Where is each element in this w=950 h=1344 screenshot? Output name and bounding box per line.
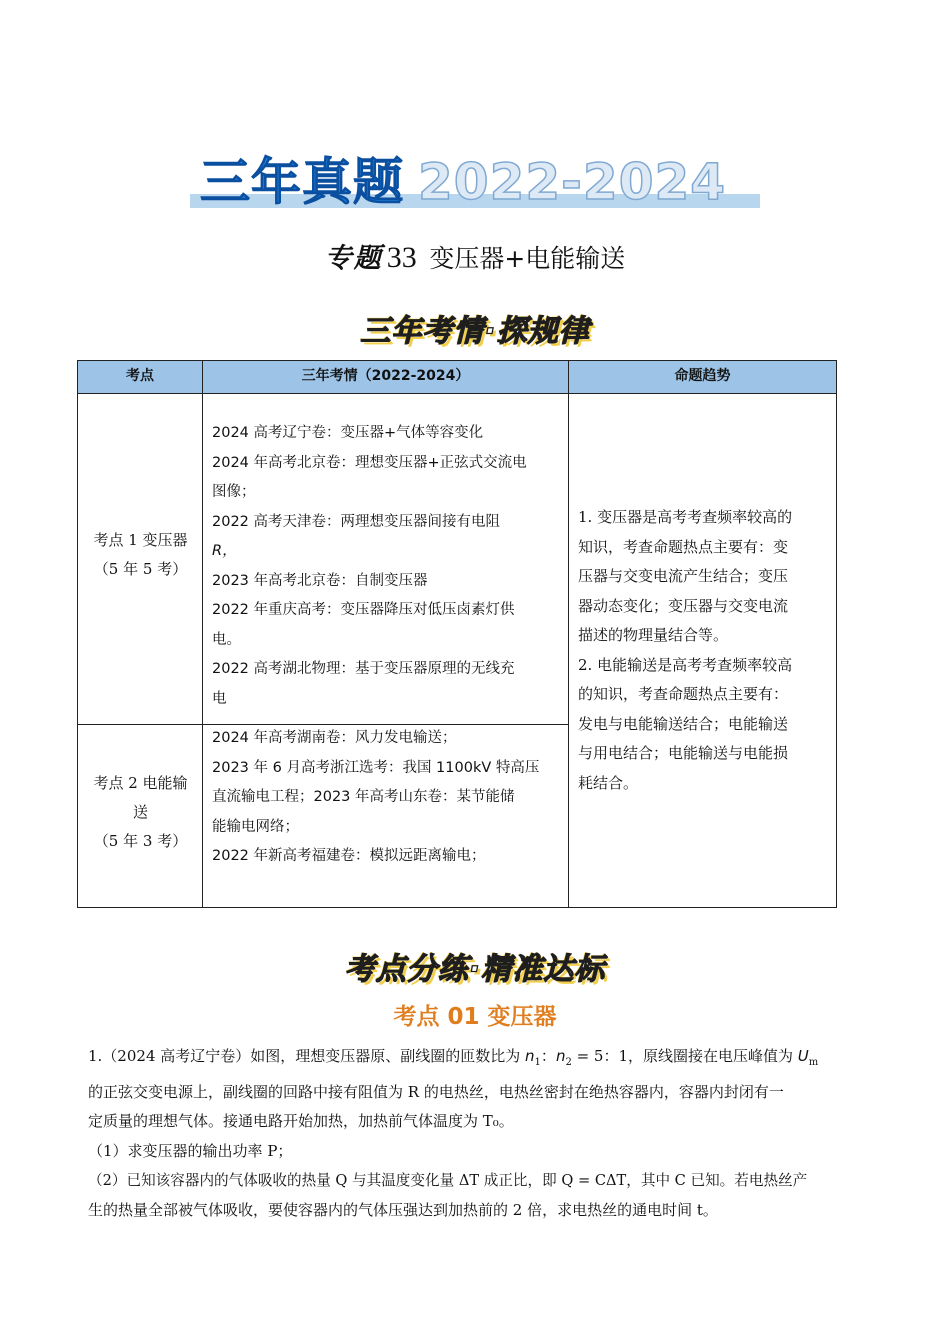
banner-part1: 三年真题 <box>200 153 404 211</box>
question-1 <box>88 1042 868 1225</box>
row1-line: 2024 年高考北京卷：理想变压器+正弦式交流电 <box>212 454 527 471</box>
trend-line: 发电与电能输送结合；电能输送 <box>578 714 789 733</box>
header-kaoqing: 三年考情（2022-2024） <box>301 368 470 384</box>
row2-exams <box>212 724 564 872</box>
question-line: 定质量的理想气体。接通电路开始加热，加热前气体温度为 T₀。 <box>88 1112 514 1130</box>
row2-point-line1: 考点 2 电能输 <box>93 774 188 792</box>
trend-line: 压器与交变电流产生结合；变压 <box>578 567 789 585</box>
row1-point-line2: （5 年 5 考） <box>93 560 188 578</box>
trend-line: 1. 变压器是高考考查频率较高的 <box>578 508 793 526</box>
subject-label: 专题 <box>324 243 383 274</box>
row2-point <box>78 769 203 856</box>
sub-m: m <box>808 1057 819 1068</box>
row1-line: 2022 高考湖北物理：基于变压器原理的无线充 <box>212 661 515 677</box>
row1-point-line1: 考点 1 变压器 <box>93 531 188 549</box>
trend-line: 知识，考查命题热点主要有：变 <box>578 537 789 556</box>
row1-line: 2023 年高考北京卷：自制变压器 <box>212 572 428 589</box>
header-kaodian: 考点 <box>126 368 154 384</box>
trend-line: 与用电结合；电能输送与电能损 <box>578 744 789 762</box>
row2-line: 2024 年高考湖南卷：风力发电输送； <box>212 730 457 746</box>
var-n1: n <box>525 1047 535 1065</box>
question-text: ： <box>540 1047 556 1065</box>
row1-point <box>78 526 203 584</box>
row1-line: 电 <box>212 690 227 707</box>
row1-exams <box>212 419 564 714</box>
trend-line: 器动态变化；变压器与交变电流 <box>578 596 789 615</box>
question-text: = 5：1，原线圈接在电压峰值为 <box>571 1047 798 1065</box>
section-title: 考点 01 变压器 <box>393 1004 557 1030</box>
trend-line: 2. 电能输送是高考考查频率较高 <box>578 655 793 674</box>
row2-line: 能输电网络； <box>212 818 299 835</box>
trend-line: 耗结合。 <box>578 773 639 792</box>
question-line <box>88 1042 868 1078</box>
subject-title: 变压器+电能输送 <box>429 244 626 273</box>
row2-point-line3: （5 年 3 考） <box>93 832 188 850</box>
header-trend: 命题趋势 <box>674 368 731 384</box>
exam-analysis-table <box>77 360 837 908</box>
row2-line: 直流输电工程；2023 年高考山东卷：某节能储 <box>212 789 515 805</box>
row1-line: 2022 年重庆高考：变压器降压对低压卤素灯供 <box>212 602 515 618</box>
title-banner <box>190 148 760 211</box>
question-text: 1.（2024 高考辽宁卷）如图，理想变压器原、副线圈的匝数比为 <box>88 1047 526 1065</box>
subject-number: 33 <box>386 241 417 274</box>
trend-line: 描述的物理量结合等。 <box>578 626 729 644</box>
question-line: 生的热量全部被气体吸收，要使容器内的气体压强达到加热前的 2 倍，求电热丝的通电时间 t。 <box>88 1200 718 1219</box>
sub-1: 1 <box>534 1057 541 1068</box>
row2-point-line2: 送 <box>132 803 148 821</box>
row1-line: 图像； <box>212 484 256 500</box>
trend-text <box>578 503 836 798</box>
row2-line: 2022 年新高考福建卷：模拟远距离输电； <box>212 848 486 864</box>
banner-part2: 2022-2024 <box>418 153 727 211</box>
var-n2: n <box>555 1047 566 1065</box>
question-line: 的正弦交变电源上，副线圈的回路中接有阻值为 R 的电热丝，电热丝密封在绝热容器内，容器内封闭有一 <box>88 1082 784 1101</box>
table-divider <box>568 361 569 907</box>
question-line: （2）已知该容器内的气体吸收的热量 Q 与其温度变化量 ΔT 成正比，即 Q = CΔT，其中 C 已知。若电热丝产 <box>88 1172 808 1189</box>
sub-2: 2 <box>565 1057 572 1068</box>
row1-line: 电。 <box>212 631 241 648</box>
banner-text <box>200 142 726 214</box>
row1-line: R， <box>212 543 237 559</box>
row2-line: 2023 年 6 月高考浙江选考：我国 1100kV 特高压 <box>212 759 540 776</box>
question-line: （1）求变压器的输出功率 P； <box>88 1141 293 1160</box>
art-heading-analysis: 三年考情·探规律 <box>360 314 590 349</box>
var-um: U <box>797 1047 809 1065</box>
row1-line: 2024 高考辽宁卷：变压器+气体等容变化 <box>212 425 484 441</box>
art-heading-practice: 考点分练·精准达标 <box>344 952 606 987</box>
row1-line: 2022 高考天津卷：两理想变压器间接有电阻 <box>212 513 501 530</box>
subject-heading <box>0 236 950 275</box>
trend-line: 的知识，考查命题热点主要有： <box>578 685 789 703</box>
